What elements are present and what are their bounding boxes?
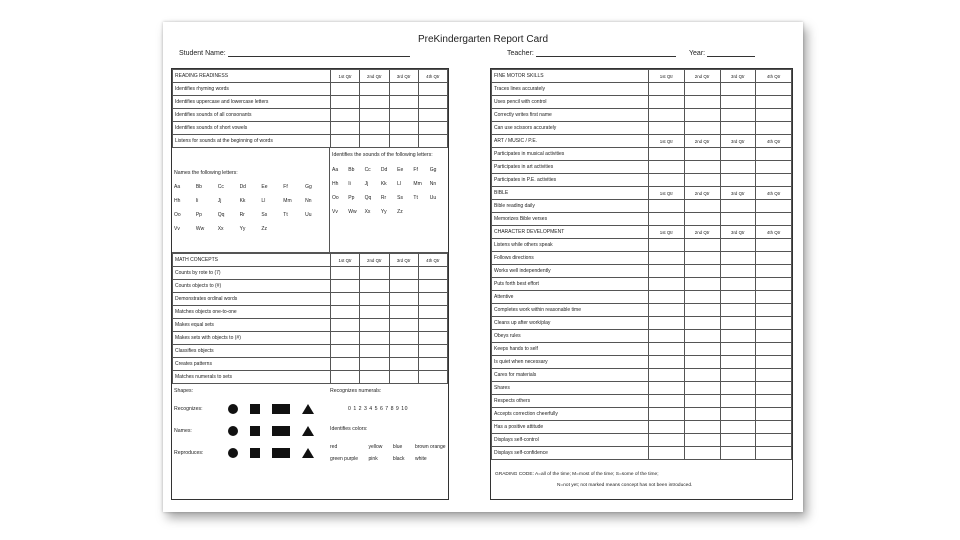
fine-motor-heading: FINE MOTOR SKILLS: [492, 70, 649, 83]
table-row: [173, 267, 448, 280]
shapes-section: [172, 384, 448, 464]
letter-pair: Pp: [195, 212, 202, 218]
rectangle-shape-icon: [272, 426, 290, 436]
letter-pair: Ee: [261, 184, 268, 190]
letters-sounds-grid: [330, 163, 448, 219]
table-row: [492, 304, 792, 317]
letter-pair: Cc: [364, 167, 371, 174]
row-label: Uses pencil with control: [492, 96, 649, 109]
row-label: Can use scissors accurately: [492, 122, 649, 135]
letter-pair: Jj: [364, 181, 369, 188]
table-row: [173, 280, 448, 293]
reading-table: [172, 69, 448, 148]
shapes-row-label: Names:: [174, 428, 192, 434]
bible-heading: BIBLE: [492, 187, 649, 200]
shapes-names-row: [174, 420, 330, 442]
table-row: [492, 109, 792, 122]
shapes-row-label: Reproduces:: [174, 450, 204, 456]
letter-pair: Yy: [380, 209, 387, 216]
table-row: [492, 382, 792, 395]
character-heading: CHARACTER DEVELOPMENT: [492, 226, 649, 239]
quarter-label: 2nd Qtr: [684, 70, 720, 83]
row-label: Follows directions: [492, 252, 649, 265]
character-header-row: [492, 226, 792, 239]
letter-pair: Gg: [429, 167, 437, 174]
quarter-label: 3rd Qtr: [720, 70, 756, 83]
row-label: Attentive: [492, 291, 649, 304]
table-row: [173, 96, 448, 109]
student-name-line: [228, 49, 410, 57]
row-label: Shares: [492, 382, 649, 395]
letter-pair: Aa: [332, 167, 339, 174]
letter-pair: Hh: [332, 181, 339, 188]
quarter-label: 1st Qtr: [649, 187, 685, 200]
letter-pair: Nn: [429, 181, 437, 188]
row-label: Traces lines accurately: [492, 83, 649, 96]
circle-shape-icon: [228, 426, 238, 436]
quarter-label: 2nd Qtr: [684, 187, 720, 200]
row-label: Displays self-control: [492, 434, 649, 447]
table-row: [492, 278, 792, 291]
row-label: Accepts correction cheerfully: [492, 408, 649, 421]
letter-pair: Dd: [380, 167, 388, 174]
bible-header-row: [492, 187, 792, 200]
numerals-colors-block: [330, 388, 446, 464]
year-field: [689, 49, 755, 57]
letters-names-grid: [172, 180, 329, 236]
quarter-label: 1st Qtr: [649, 70, 685, 83]
math-table: [172, 253, 448, 384]
row-label: Listens while others speak: [492, 239, 649, 252]
quarter-label: 1st Qtr: [331, 70, 360, 83]
quarter-label: 2nd Qtr: [684, 226, 720, 239]
row-label: Bible reading daily: [492, 200, 649, 213]
letter-pair: Uu: [305, 212, 312, 218]
right-column: [490, 68, 793, 500]
row-label: Participates in art activities: [492, 161, 649, 174]
shapes-reproduces-row: [174, 442, 330, 464]
table-row: [492, 421, 792, 434]
table-row: [492, 83, 792, 96]
names-letters-label: Names the following letters:: [174, 170, 238, 176]
letter-pair: Dd: [239, 184, 246, 190]
row-label: Listens for sounds at the beginning of words: [173, 135, 331, 148]
letter-pair: Ss: [261, 212, 268, 218]
letter-pair: Rr: [380, 195, 387, 202]
letter-pair: Mm: [413, 181, 422, 188]
letter-pair: Ll: [397, 181, 402, 188]
row-label: Cares for materials: [492, 369, 649, 382]
table-row: [173, 83, 448, 96]
row-label: Respects others: [492, 395, 649, 408]
letter-pair: Ii: [195, 198, 199, 204]
grading-code-line: N=not yet; not marked means concept has not been introduced.: [557, 482, 693, 488]
colors-list: [330, 444, 446, 462]
letter-pair: Qq: [217, 212, 225, 218]
table-row: [173, 122, 448, 135]
year-label: Year:: [689, 50, 706, 57]
shapes-label: Shapes:: [174, 388, 194, 394]
row-label: Participates in musical activities: [492, 148, 649, 161]
table-row: [492, 239, 792, 252]
table-row: [492, 161, 792, 174]
colors-label: Identifies colors:: [330, 426, 368, 432]
quarter-label: 4th Qtr: [756, 187, 792, 200]
color-word: pink: [368, 456, 378, 462]
art-header-row: [492, 135, 792, 148]
table-row: [492, 265, 792, 278]
letter-pair: Bb: [195, 184, 202, 190]
color-word: blue: [392, 444, 403, 450]
quarter-label: 1st Qtr: [331, 254, 360, 267]
table-row: [492, 213, 792, 226]
table-row: [492, 330, 792, 343]
fine-motor-table: [491, 69, 792, 460]
rectangle-shape-icon: [272, 448, 290, 458]
row-label: Memorizes Bible verses: [492, 213, 649, 226]
quarter-label: 4th Qtr: [756, 70, 792, 83]
letter-pair: Ww: [348, 209, 357, 216]
quarter-label: 2nd Qtr: [684, 135, 720, 148]
circle-shape-icon: [228, 404, 238, 414]
letter-pair: Rr: [239, 212, 245, 218]
quarter-label: 4th Qtr: [756, 135, 792, 148]
year-line: [707, 49, 755, 57]
circle-shape-icon: [228, 448, 238, 458]
art-heading: ART / MUSIC / P.E.: [492, 135, 649, 148]
square-shape-icon: [250, 448, 260, 458]
row-label: Keeps hands to self: [492, 343, 649, 356]
quarter-label: 4th Qtr: [418, 70, 447, 83]
table-row: [492, 200, 792, 213]
letter-pair: Xx: [217, 226, 224, 232]
letter-pair: [305, 226, 327, 232]
letter-pair: Zz: [261, 226, 267, 232]
shapes-block: [174, 388, 330, 464]
numerals-label: Recognizes numerals:: [330, 388, 382, 394]
letter-pair: Zz: [397, 209, 403, 216]
quarter-label: 3rd Qtr: [720, 226, 756, 239]
row-label: Displays self-confidence: [492, 447, 649, 460]
quarter-label: 2nd Qtr: [360, 254, 389, 267]
letter-pair: Xx: [364, 209, 371, 216]
table-row: [492, 395, 792, 408]
row-label: Identifies sounds of all consonants: [173, 109, 331, 122]
quarter-label: 3rd Qtr: [389, 254, 418, 267]
triangle-shape-icon: [302, 404, 314, 414]
letter-pair: [430, 209, 446, 215]
letter-pair: Vv: [332, 209, 338, 216]
square-shape-icon: [250, 404, 260, 414]
left-column: [171, 68, 449, 500]
fine-motor-header-row: [492, 70, 792, 83]
triangle-shape-icon: [302, 426, 314, 436]
row-label: Completes work within reasonable time: [492, 304, 649, 317]
quarter-label: 3rd Qtr: [389, 70, 418, 83]
letter-pair: Jj: [217, 198, 222, 204]
color-word: black: [392, 456, 405, 462]
table-row: [173, 306, 448, 319]
letter-pair: Ww: [195, 226, 205, 232]
row-label: Correctly writes first name: [492, 109, 649, 122]
quarter-label: 3rd Qtr: [720, 187, 756, 200]
row-label: Matches numerals to sets: [173, 371, 331, 384]
letter-pair: [413, 209, 429, 215]
row-label: Makes sets with objects to (#): [173, 332, 331, 345]
table-row: [173, 319, 448, 332]
letter-pair: Ll: [261, 198, 266, 204]
table-row: [492, 408, 792, 421]
teacher-field: [507, 49, 676, 57]
table-row: [492, 252, 792, 265]
table-row: [173, 109, 448, 122]
row-label: Matches objects one-to-one: [173, 306, 331, 319]
row-label: Creates patterns: [173, 358, 331, 371]
quarter-label: 3rd Qtr: [720, 135, 756, 148]
table-row: [492, 434, 792, 447]
row-label: Works well independently: [492, 265, 649, 278]
quarter-label: 4th Qtr: [418, 254, 447, 267]
letter-pair: Mm: [283, 198, 292, 204]
table-row: [492, 356, 792, 369]
shapes-row-label: Recognizes:: [174, 406, 203, 412]
grading-code: [491, 460, 792, 491]
letters-sounds-block: [330, 148, 448, 252]
row-label: Classifies objects: [173, 345, 331, 358]
quarter-label: 4th Qtr: [756, 226, 792, 239]
table-row: [173, 332, 448, 345]
quarter-label: 1st Qtr: [649, 135, 685, 148]
color-word: brown orange: [414, 444, 446, 450]
table-row: [492, 148, 792, 161]
reading-header-row: [173, 70, 448, 83]
row-label: Counts by rote to (7): [173, 267, 331, 280]
row-label: Is quiet when necessary: [492, 356, 649, 369]
letter-pair: Ee: [397, 167, 404, 174]
letter-pair: Hh: [174, 198, 181, 204]
reading-heading: READING READINESS: [173, 70, 331, 83]
row-label: Identifies uppercase and lowercase letters: [173, 96, 331, 109]
student-name-label: Student Name:: [179, 50, 226, 57]
letters-section: [172, 148, 448, 253]
grading-code-line: GRADING CODE: A=all of the time; M=most of the time; S=some of the time;: [495, 472, 659, 477]
table-row: [492, 343, 792, 356]
letter-pair: Ss: [397, 195, 403, 202]
triangle-shape-icon: [302, 448, 314, 458]
row-label: Identifies sounds of short vowels: [173, 122, 331, 135]
color-word: green purple: [330, 456, 359, 462]
letter-pair: Gg: [305, 184, 312, 190]
table-row: [173, 345, 448, 358]
table-row: [492, 447, 792, 460]
letter-pair: Pp: [348, 195, 355, 202]
quarter-label: 1st Qtr: [649, 226, 685, 239]
letter-pair: Uu: [429, 195, 437, 202]
color-word: yellow: [368, 444, 383, 450]
sounds-letters-label: Identifies the sounds of the following letters:: [332, 152, 433, 158]
row-label: Demonstrates ordinal words: [173, 293, 331, 306]
row-label: Counts objects to (#): [173, 280, 331, 293]
row-label: Makes equal sets: [173, 319, 331, 332]
letter-pair: Oo: [332, 195, 339, 202]
math-header-row: [173, 254, 448, 267]
row-label: Identifies rhyming words: [173, 83, 331, 96]
table-row: [492, 122, 792, 135]
letter-pair: Vv: [174, 226, 180, 232]
table-row: [173, 293, 448, 306]
report-card-sheet: [163, 22, 803, 512]
table-row: [492, 369, 792, 382]
math-heading: MATH CONCEPTS: [173, 254, 331, 267]
table-row: [173, 371, 448, 384]
row-label: Obeys rules: [492, 330, 649, 343]
color-word: red: [330, 444, 338, 450]
table-row: [492, 317, 792, 330]
letter-pair: Oo: [174, 212, 181, 218]
table-row: [173, 135, 448, 148]
letter-pair: Tt: [413, 195, 418, 202]
letter-pair: Tt: [283, 212, 288, 218]
row-label: Puts forth best effort: [492, 278, 649, 291]
row-label: Participates in P.E. activities: [492, 174, 649, 187]
rectangle-shape-icon: [272, 404, 290, 414]
quarter-label: 2nd Qtr: [360, 70, 389, 83]
letter-pair: Ff: [413, 167, 418, 174]
row-label: Cleans up after work/play: [492, 317, 649, 330]
color-word: white: [414, 456, 427, 462]
teacher-line: [536, 49, 676, 57]
letters-names-block: [172, 148, 330, 252]
letter-pair: Qq: [364, 195, 372, 202]
letter-pair: Ii: [348, 181, 351, 188]
table-row: [492, 174, 792, 187]
letter-pair: Nn: [305, 198, 312, 204]
letter-pair: Aa: [174, 184, 181, 190]
shapes-recognizes-row: [174, 398, 330, 420]
letter-pair: Cc: [217, 184, 224, 190]
student-name-field: [179, 49, 410, 57]
page-title: PreKindergarten Report Card: [417, 34, 549, 45]
letter-pair: [283, 226, 305, 232]
letter-pair: Ff: [283, 184, 288, 190]
row-label: Has a positive attitude: [492, 421, 649, 434]
letter-pair: Yy: [239, 226, 246, 232]
numerals-list: 0 1 2 3 4 5 6 7 8 9 10: [348, 406, 409, 412]
table-row: [492, 96, 792, 109]
table-row: [492, 291, 792, 304]
teacher-label: Teacher:: [507, 50, 534, 57]
letter-pair: Kk: [380, 181, 387, 188]
table-row: [173, 358, 448, 371]
square-shape-icon: [250, 426, 260, 436]
letter-pair: Bb: [348, 167, 355, 174]
letter-pair: Kk: [239, 198, 246, 204]
